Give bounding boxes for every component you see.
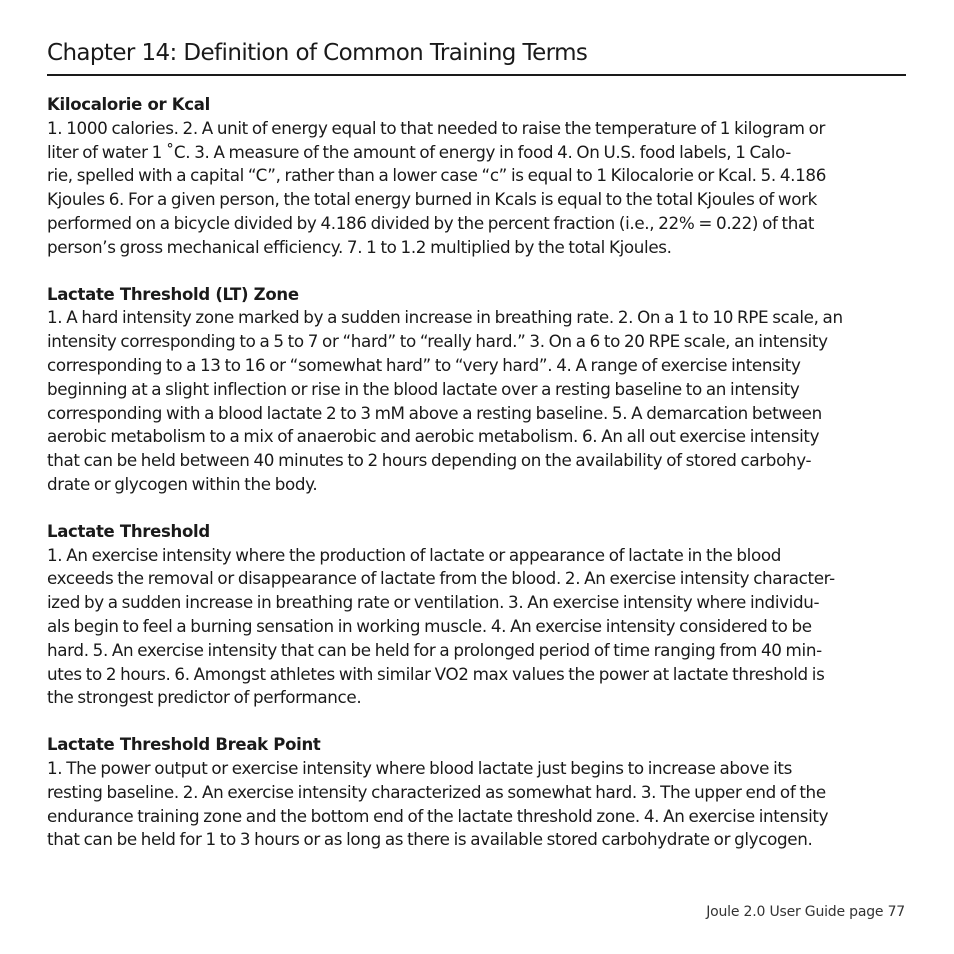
- term-definition: [47, 306, 915, 496]
- definition-line: intensity corresponding to a 5 to 7 or “hard” to “really hard.” 3. On a 6 to 20 RPE scale, an intensity: [47, 331, 828, 352]
- chapter-title: Chapter 14: Definition of Common Training Terms: [47, 40, 588, 66]
- term-heading: Lactate Threshold (LT) Zone: [47, 284, 299, 304]
- definition-line: ized by a sudden increase in breathing rate or ventilation. 3. An exercise intensity where individu-: [47, 592, 820, 613]
- term-heading: Lactate Threshold Break Point: [47, 735, 321, 755]
- definition-line: 1. The power output or exercise intensity where blood lactate just begins to increase above its: [47, 757, 792, 778]
- definition-line: corresponding with a blood lactate 2 to 3 mM above a resting baseline. 5. A demarcation between: [47, 402, 822, 423]
- term-definition: [47, 757, 915, 852]
- definition-line: beginning at a slight inflection or rise in the blood lactate over a resting baseline to an intensity: [47, 378, 800, 399]
- term-heading: Lactate Threshold: [47, 521, 210, 541]
- document-page: [47, 0, 915, 954]
- glossary-entry-lactate-threshold: [47, 520, 915, 710]
- definition-line: resting baseline. 2. An exercise intensity characterized as somewhat hard. 3. The upper end of the: [47, 781, 826, 802]
- definition-line: that can be held for 1 to 3 hours or as long as there is available stored carbohydrate or glycogen.: [47, 829, 813, 850]
- definition-line: endurance training zone and the bottom end of the lactate threshold zone. 4. An exercise intensity: [47, 805, 829, 826]
- definition-line: performed on a bicycle divided by 4.186 divided by the percent fraction (i.e., 22% = 0.22) of that: [47, 212, 815, 233]
- definition-line: liter of water 1 ˚C. 3. A measure of the amount of energy in food 4. On U.S. food labels, 1 Calo-: [47, 141, 791, 162]
- definition-line: aerobic metabolism to a mix of anaerobic and aerobic metabolism. 6. An all out exercise intensity: [47, 426, 820, 447]
- definition-line: corresponding to a 13 to 16 or “somewhat hard” to “very hard”. 4. A range of exercise intensity: [47, 354, 801, 375]
- page-footer: Joule 2.0 User Guide page 77: [706, 904, 905, 920]
- glossary-entry-lt-zone: [47, 283, 915, 497]
- definition-line: 1. An exercise intensity where the production of lactate or appearance of lactate in the blood: [47, 544, 782, 565]
- term-definition: [47, 544, 915, 711]
- term-heading: Kilocalorie or Kcal: [47, 95, 210, 114]
- definition-line: 1. 1000 calories. 2. A unit of energy equal to that needed to raise the temperature of 1 kilogram or: [47, 117, 826, 138]
- definition-line: utes to 2 hours. 6. Amongst athletes with similar VO2 max values the power at lactate threshold is: [47, 663, 825, 684]
- definition-line: Kjoules 6. For a given person, the total energy burned in Kcals is equal to the total Kjoules of work: [47, 189, 818, 210]
- definition-line: rie, spelled with a capital “C”, rather than a lower case “c” is equal to 1 Kilocalorie or Kcal. 5. 4.186: [47, 165, 827, 186]
- glossary-entry-kilocalorie: [47, 93, 915, 260]
- definition-line: that can be held between 40 minutes to 2 hours depending on the availability of stored carbohy-: [47, 450, 812, 471]
- definition-line: exceeds the removal or disappearance of lactate from the blood. 2. An exercise intensity character-: [47, 568, 835, 589]
- definition-line: hard. 5. An exercise intensity that can be held for a prolonged period of time ranging from 40 min-: [47, 639, 822, 660]
- glossary-entry-lt-break-point: [47, 733, 915, 852]
- definition-line: als begin to feel a burning sensation in working muscle. 4. An exercise intensity considered to be: [47, 615, 812, 636]
- title-divider: [47, 74, 906, 76]
- definition-line: the strongest predictor of performance.: [47, 687, 362, 708]
- definition-line: 1. A hard intensity zone marked by a sudden increase in breathing rate. 2. On a 1 to 10 RPE scale, an: [47, 307, 843, 328]
- definition-line: person’s gross mechanical efficiency. 7. 1 to 1.2 multiplied by the total Kjoules.: [47, 236, 672, 257]
- term-definition: [47, 117, 915, 260]
- glossary-entries: [47, 93, 915, 875]
- definition-line: drate or glycogen within the body.: [47, 473, 318, 494]
